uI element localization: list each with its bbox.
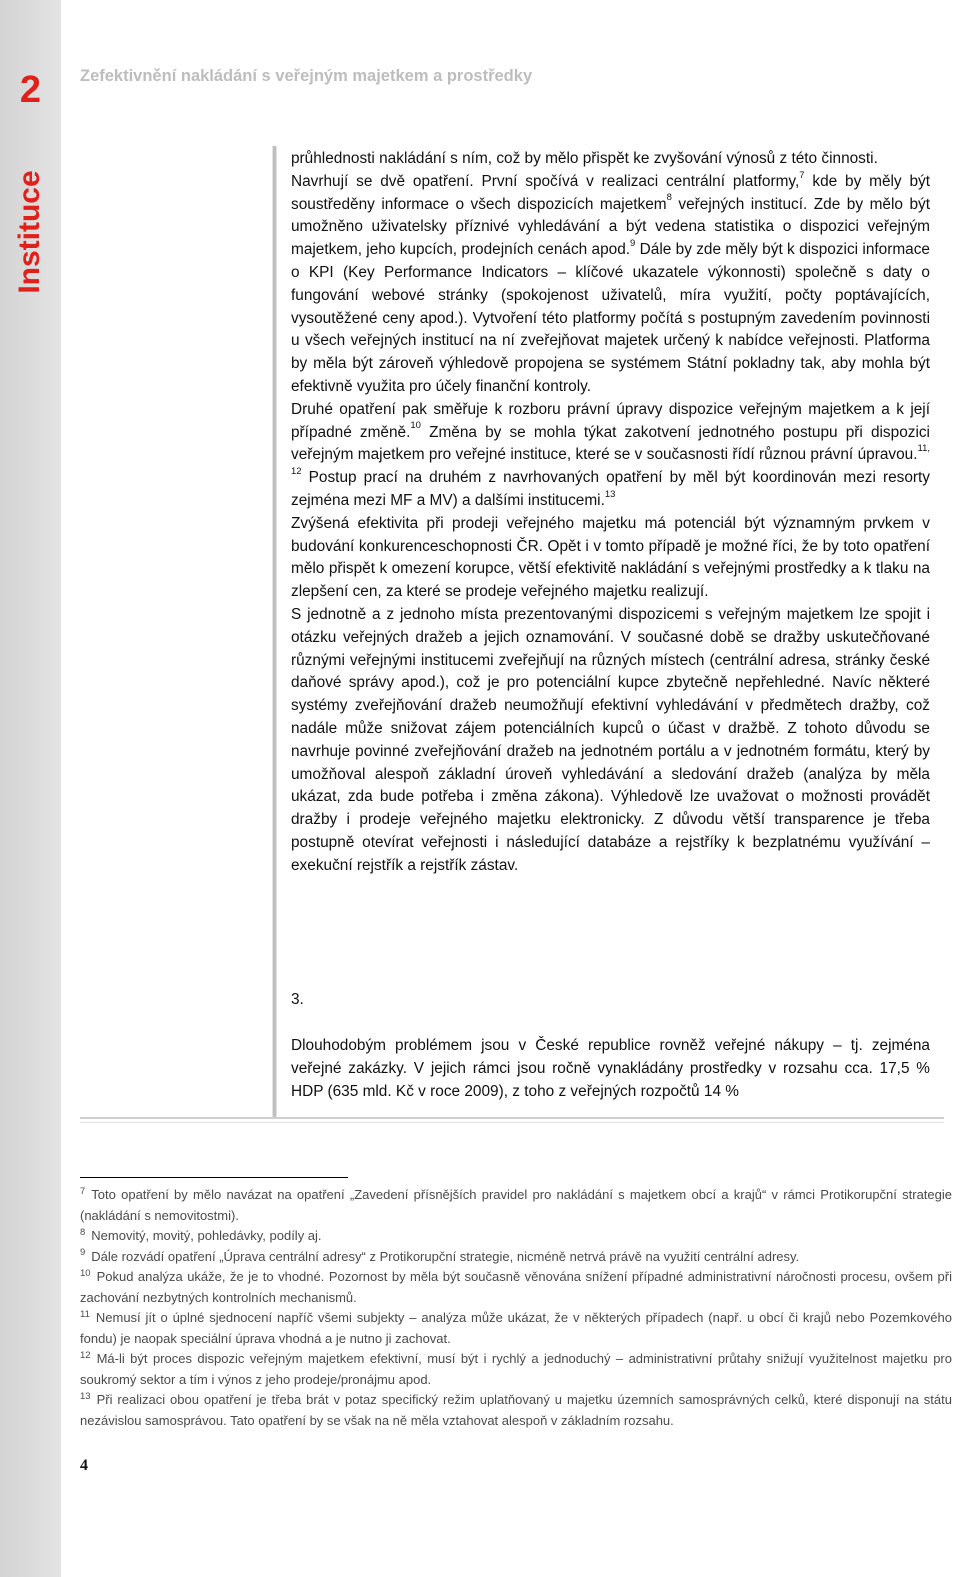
paragraph-2-part-c: veřejných institucí. Zde by mělo být umožněno uživatelsky příznivé vyhledávání a být vedena statistika o dispozici veřejným majetkem, jeho kupcích, prodejních cenách apod. [291, 195, 930, 259]
paragraph-3-part-b: Změna by se mohla týkat zakotvení jednotného postupu při dispozici veřejným majetkem pro veřejné instituce, které se v současnosti řídí různou právní úpravou. [291, 423, 930, 464]
footnote-number: 7 [80, 1185, 86, 1197]
main-text [291, 148, 930, 878]
running-header: Zefektivnění nakládání s veřejným majetkem a prostředky [80, 67, 533, 85]
frame-bottom-line [80, 1117, 944, 1119]
footnote-number: 13 [80, 1390, 91, 1402]
footnote-number: 12 [80, 1349, 91, 1361]
footnote [80, 1247, 952, 1268]
footnote [80, 1226, 952, 1247]
paragraph-1: průhlednosti nakládání s ním, což by mělo přispět ke zvyšování výnosů z této činnosti. [291, 150, 878, 167]
footnote-text: Nemovitý, movitý, pohledávky, podíly aj. [91, 1228, 322, 1243]
paragraph-2 [291, 171, 930, 399]
sidebar-label: Instituce [13, 170, 46, 294]
chapter-number: 2 [19, 69, 42, 111]
paragraph-3 [291, 399, 930, 513]
sidebar [0, 0, 61, 1577]
paragraph-3-part-a: Druhé opatření pak směřuje k rozboru právní úpravy dispozice veřejným majetkem a k její případné změně. [291, 400, 930, 441]
vertical-divider [272, 146, 277, 1118]
paragraph-4: Zvýšená efektivita při prodeji veřejného majetku má potenciál být významným prvkem v budování konkurenceschopnosti ČR. Opět i v tomto případě je možné říci, že by toto opatření mělo přispět k omezení korupce, větší efektivitě nakládání s veřejnými prostředky a k tlaku na zlepšení cen, za které se prodeje veřejného majetku realizují. [291, 514, 930, 601]
footnote-number: 10 [80, 1267, 91, 1279]
paragraph-6: Dlouhodobým problémem jsou v České republice rovněž veřejné nákupy – tj. zejména veřejné zakázky. V jejich rámci jsou ročně vynakládány prostředky v rozsahu cca. 17,5 % HDP (635 mld. Kč v roce 2009), z toho z veřejných rozpočtů 14 % [291, 1037, 930, 1100]
footnote-number: 9 [80, 1247, 86, 1259]
footnote [80, 1349, 952, 1390]
footnote [80, 1267, 952, 1308]
footnote-separator [80, 1177, 348, 1178]
footnote-text: Toto opatření by mělo navázat na opatření „Zavedení přísnějších pravidel pro nakládání s majetkem obcí a krajů“ v rámci Protikorupční strategie (nakládání s nemovitostmi). [80, 1187, 952, 1223]
footnote-text: Nemusí jít o úplné sjednocení napříč všemi subjekty – analýza může ukázat, že v některých případech (např. u obcí či krajů nebo Pozemkového fondu) je naopak speciální úprava vhodná a je nutno ji zachovat. [80, 1310, 952, 1346]
footnote-text: Má-li být proces dispozic veřejným majetkem efektivní, musí být i rychlý a jednoduchý – administrativní průtahy snižují využitelnost majetku pro soukromý sektor a tím i výnos z jeho prodeje/pronájmu apod. [80, 1351, 952, 1387]
footnote-ref-7[interactable]: 7 [799, 169, 805, 181]
footnote-text: Při realizaci obou opatření je třeba brát v potaz specifický režim uplatňovaný u majetku územních samosprávných celků, které disponují na státu nezávislou samosprávou. Tato opatření by se však na ně měla vztahovat alespoň v základním rozsahu. [80, 1392, 952, 1428]
footnote-ref-10[interactable]: 10 [410, 420, 421, 432]
footnote-ref-13[interactable]: 13 [604, 488, 616, 500]
footnote-number: 8 [80, 1226, 86, 1238]
footnotes [80, 1185, 952, 1431]
section-number: 3. [291, 991, 304, 1008]
footnote [80, 1308, 952, 1349]
paragraph-2-part-d: Dále by zde měly být k dispozici informace o KPI (Key Performance Indicators – klíčové ukazatele výkonnosti) společně s daty o fungování webové stránky (spokojenost uživatelů, míra využití, počty poptávajících, vysoutěžené ceny apod.). Vytvoření této platformy počítá s postupným zavedením povinnosti u všech veřejných institucí na ní zveřejňovat majetek určený k nabídce veřejnosti. Platforma by měla být zároveň výhledově propojena se systémem Státní pokladny tak, aby mohla být efektivně využita pro účely finanční kontroly. [291, 241, 930, 395]
paragraph-2-part-a: Navrhují se dvě opatření. První spočívá v realizaci centrální platformy, [291, 172, 800, 190]
paragraph-3-part-c: Postup prací na druhém z navrhovaných opatření by měl být koordinován mezi resorty zejména mezi MF a MV) a dalšími institucemi. [291, 469, 930, 509]
paragraph-5: S jednotně a z jednoho místa prezentovanými dispozicemi s veřejným majetkem lze spojit i otázku veřejných dražeb a jejich oznamování. V současné době se dražby uskutečňované různými veřejnými institucemi zveřejňují na různých místech (centrální adresa, stránky české daňové správy apod.), což je pro potenciální kupce zbytečně nepřehledné. Navíc některé systémy zveřejňování dražeb neumožňují efektivní vyhledávání v předmětech dražby, což nadále může snižovat zájem potenciálních kupců o účast v dražbě. Z tohoto důvodu se navrhuje povinné zveřejňování dražeb na jednotném portálu a v jednotném formátu, který by umožňoval alespoň základní úroveň vyhledávání a sledování dražeb (analýza by měla ukázat, zda bude potřeba i změna zákona). Výhledově lze uvažovat o možnosti provádět dražby i prodeje veřejného majetku elektronicky. Z důvodu větší transparence je třeba postupně otevírat veřejnosti i následující databáze a rejstříky k bezplatnému využívání – exekuční rejstřík a rejstřík zástav. [291, 605, 930, 874]
footnote-text: Dále rozvádí opatření „Úprava centrální adresy“ z Protikorupční strategie, nicméně netrvá právě na využití centrální adresy. [91, 1248, 800, 1264]
footnote-ref-8[interactable]: 8 [666, 192, 672, 204]
footnote [80, 1185, 952, 1226]
frame-bottom-line-light [80, 1122, 944, 1123]
footnote-ref-9[interactable]: 9 [630, 238, 636, 250]
page-number: 4 [80, 1457, 88, 1474]
footnote [80, 1390, 952, 1431]
footnote-number: 11 [80, 1308, 90, 1320]
footnote-text: Pokud analýza ukáže, že je to vhodné. Pozornost by měla být současně věnována snížení případné administrativní náročnosti procesu, ovšem při zachování nezbytných kontrolních mechanismů. [80, 1269, 952, 1305]
paragraph-2-part-b: kde by měly být soustředěny informace o všech dispozicích majetkem [291, 172, 930, 213]
footnote-ref-11-12[interactable]: 11, 12 [291, 443, 930, 478]
